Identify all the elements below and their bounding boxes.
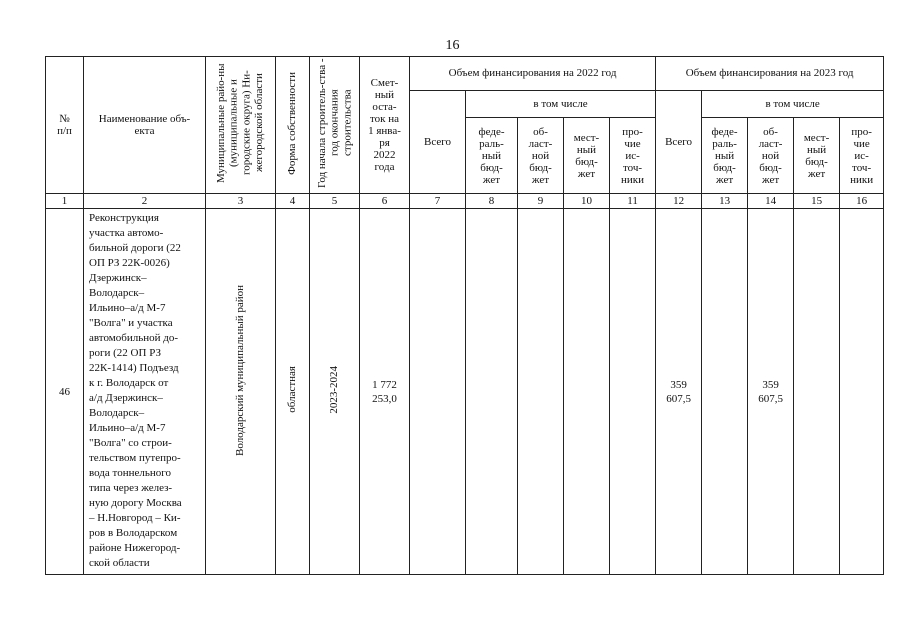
- header-other-2022: про- чие ис- точ- ники: [610, 118, 656, 194]
- column-number: 15: [794, 194, 840, 209]
- header-including-2022: в том числе: [466, 91, 656, 118]
- column-number: 12: [656, 194, 702, 209]
- federal-2023-value: [702, 209, 748, 575]
- header-municipality-cell: [206, 57, 276, 194]
- column-number: 1: [46, 194, 84, 209]
- object-name-cell: [84, 209, 206, 575]
- header-balance: Смет- ный оста- ток на 1 янва- ря 2022 года: [360, 57, 410, 194]
- balance-value: 1 772 253,0: [360, 209, 410, 575]
- header-including-2023: в том числе: [702, 91, 884, 118]
- column-number: 14: [748, 194, 794, 209]
- column-number: 3: [206, 194, 276, 209]
- years-value: 2023-2024: [328, 365, 341, 414]
- header-local-2022: мест- ный бюд- жет: [564, 118, 610, 194]
- regional-2023-value: 359 607,5: [748, 209, 794, 575]
- header-ownership-cell: [276, 57, 310, 194]
- column-number: 11: [610, 194, 656, 209]
- column-number: 9: [518, 194, 564, 209]
- header-local-2023: мест- ный бюд- жет: [794, 118, 840, 194]
- local-2023-value: [794, 209, 840, 575]
- column-number: 8: [466, 194, 518, 209]
- row-number: 46: [46, 209, 84, 575]
- municipality-cell: [206, 209, 276, 575]
- header-municipality: Муниципальные райо-ны (муниципальные и городские округа) Ни-жегородской области: [215, 63, 266, 183]
- table-row: [46, 209, 884, 575]
- header-name: Наименование объ- екта: [84, 57, 206, 194]
- local-2022-value: [564, 209, 610, 575]
- header-years-cell: [310, 57, 360, 194]
- years-cell: [310, 209, 360, 575]
- header-financing-2022: Объем финансирования на 2022 год: [410, 57, 656, 91]
- page-number: 16: [445, 38, 460, 53]
- total-2022-value: [410, 209, 466, 575]
- column-number: 16: [840, 194, 884, 209]
- column-number: 5: [310, 194, 360, 209]
- header-years: Год начала строитель-ства - год окончания строительства: [315, 58, 353, 188]
- column-number: 10: [564, 194, 610, 209]
- ownership-value: областная: [286, 366, 299, 413]
- column-number: 7: [410, 194, 466, 209]
- header-total-2023: Всего: [656, 91, 702, 194]
- column-number: 4: [276, 194, 310, 209]
- regional-2022-value: [518, 209, 564, 575]
- financing-table: [45, 56, 884, 575]
- header-num: № п/п: [46, 57, 84, 194]
- header-other-2023: про- чие ис- точ- ники: [840, 118, 884, 194]
- header-ownership: Форма собственности: [286, 71, 299, 175]
- object-name: Реконструкция участка автомо- бильной дороги (22 ОП РЗ 22К-0026) Дзержинск– Володарск– Ильино–а/д М-7 "Волга" и участка автомобильной до- роги (22 ОП РЗ 22К-1414) Подъезд к г. Володарск от а/д Дзержинск– Володарск– Ильино–а/д М-7 "Волга" со строи- тельством путепро- вода тоннельного типа через желез- ную дорогу Москва – Н.Новгород – Ки- ров в Володарском районе Нижегород- ской области: [89, 212, 182, 570]
- column-number: 6: [360, 194, 410, 209]
- total-2023-value: 359 607,5: [656, 209, 702, 575]
- other-2023-value: [840, 209, 884, 575]
- header-federal-2023: феде- раль- ный бюд- жет: [702, 118, 748, 194]
- header-federal-2022: феде- раль- ный бюд- жет: [466, 118, 518, 194]
- header-regional-2022: об- ласт- ной бюд- жет: [518, 118, 564, 194]
- header-regional-2023: об- ласт- ной бюд- жет: [748, 118, 794, 194]
- federal-2022-value: [466, 209, 518, 575]
- header-financing-2023: Объем финансирования на 2023 год: [656, 57, 884, 91]
- column-number: 13: [702, 194, 748, 209]
- column-number: 2: [84, 194, 206, 209]
- municipality-value: Володарский муниципальный район: [234, 284, 247, 456]
- column-number-row: [46, 194, 884, 209]
- header-total-2022: Всего: [410, 91, 466, 194]
- ownership-cell: [276, 209, 310, 575]
- other-2022-value: [610, 209, 656, 575]
